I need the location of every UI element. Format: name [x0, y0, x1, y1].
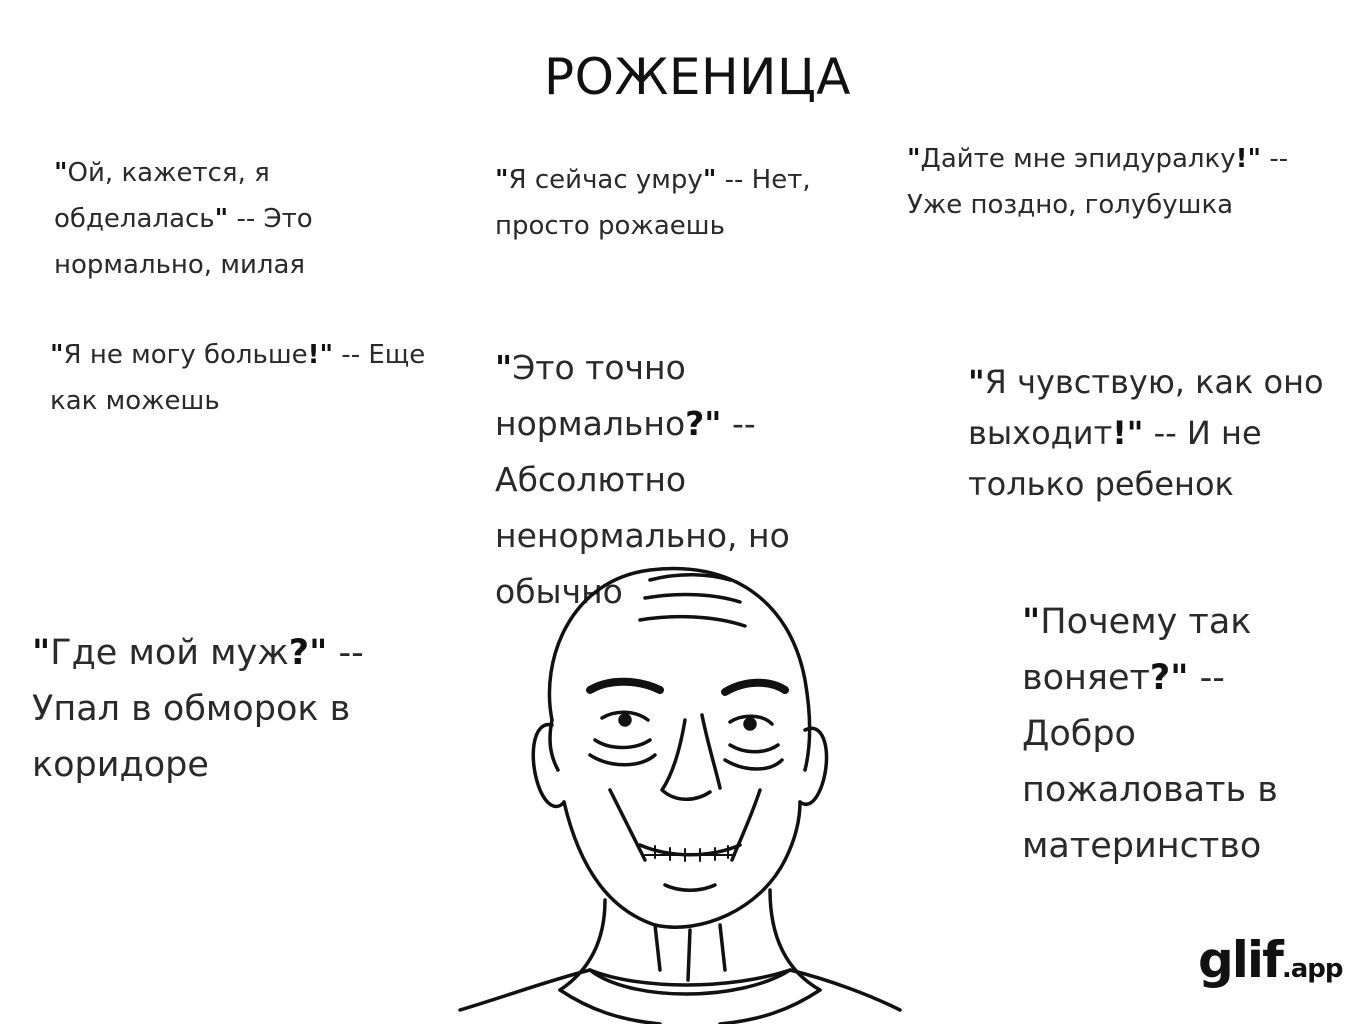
quote-1-question: "Ой, кажется, я обделалась" [54, 158, 270, 234]
quote-3-answer: -- Уже поздно, голубушка [907, 144, 1289, 220]
quote-6-answer: -- И не только ребенок [968, 414, 1262, 503]
wojak-bald-old-man-icon [440, 540, 910, 1024]
quote-1-answer: -- Это нормально, милая [54, 204, 313, 280]
quote-6 [968, 357, 1328, 510]
quote-2-answer: -- Нет, просто рожаешь [495, 165, 811, 241]
quote-7-question: "Где мой муж?" [32, 633, 328, 673]
quote-8 [1022, 594, 1322, 874]
logo-suffix: .app [1281, 954, 1343, 984]
quote-5-answer: -- Абсолютно ненормально, но обычно [495, 404, 790, 611]
quote-4-question: "Я не могу больше!" [50, 340, 334, 370]
quote-8-answer: -- Добро пожаловать в материнство [1022, 658, 1278, 866]
quote-3-question: "Дайте мне эпидуралку!" [907, 144, 1262, 174]
quote-2-question: "Я сейчас умру" [495, 165, 717, 195]
quote-7 [32, 625, 372, 793]
quote-4-answer: -- Еще как можешь [50, 340, 426, 416]
quote-1 [54, 150, 354, 288]
quote-4 [50, 332, 450, 424]
quote-2 [495, 157, 855, 249]
quote-7-answer: -- Упал в обморок в коридоре [32, 633, 364, 785]
quote-8-question: "Почему так воняет?" [1022, 602, 1252, 698]
glif-logo [1198, 931, 1343, 989]
logo-main: glif [1198, 931, 1282, 989]
quote-3 [907, 136, 1327, 228]
quote-5-question: "Это точно нормально?" [495, 348, 722, 443]
page-title: РОЖЕНИЦА [544, 48, 851, 106]
quote-6-question: "Я чувствую, как оно выходит!" [968, 363, 1324, 452]
